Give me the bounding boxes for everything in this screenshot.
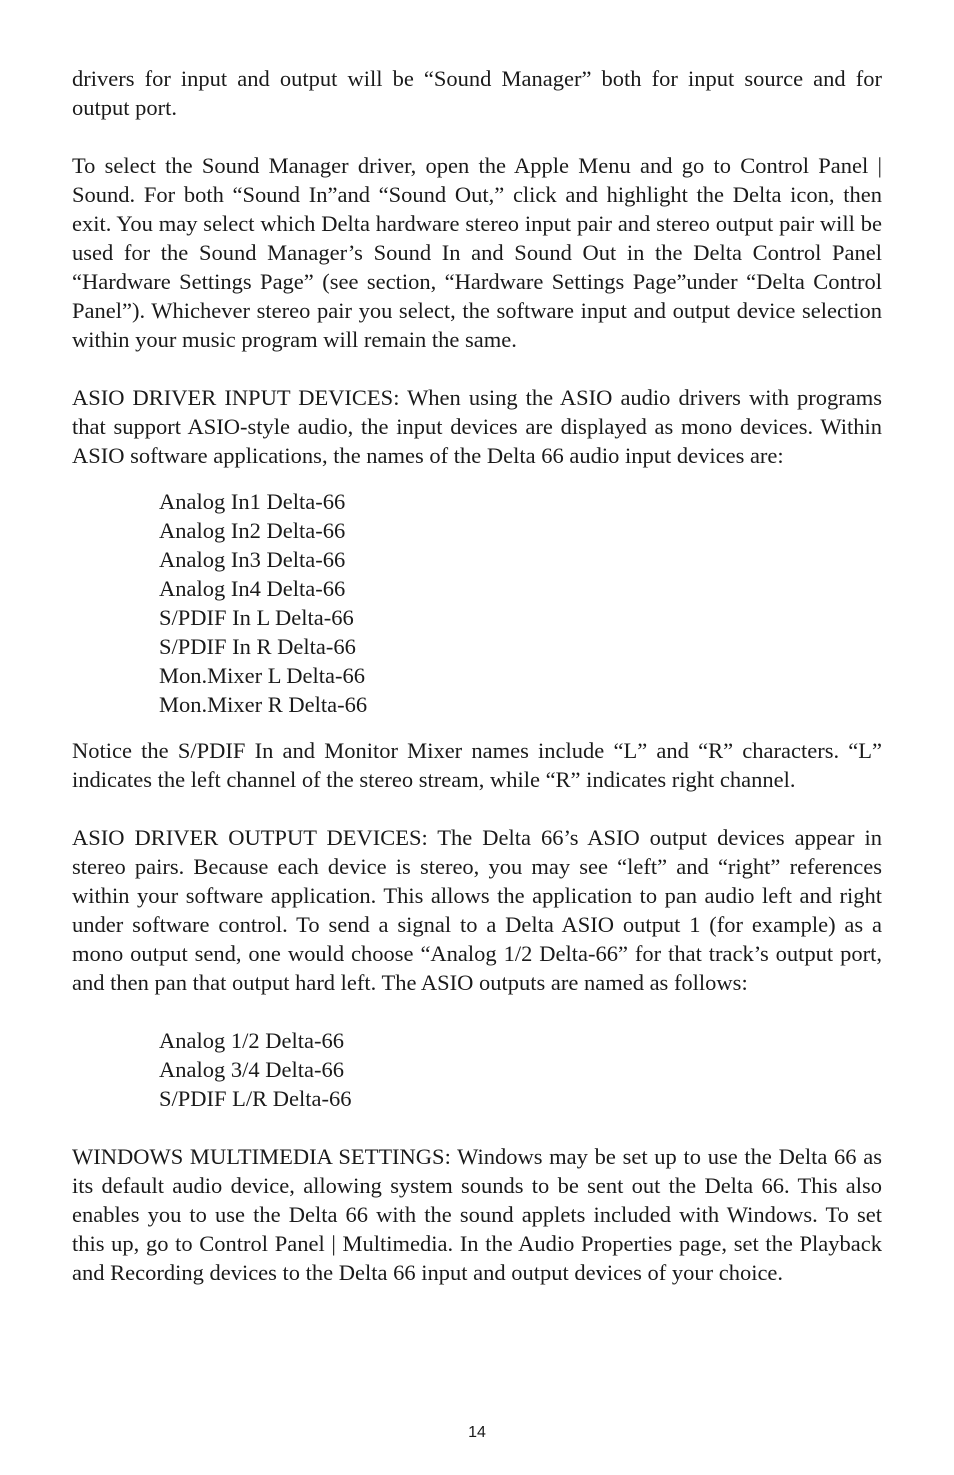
paragraph-asio-output-devices: ASIO DRIVER OUTPUT DEVICES: The Delta 66’s ASIO output devices appear in stereo pairs. Because each device is stereo, you may see “left” and “right” references within your software application. This allows the application to pan audio left and right under software control. To send a signal to a Delta ASIO output 1 (for example) as a mono output send, one would choose “Analog 1/2 Delta-66” for that track’s output port, and then pan that output hard left. The ASIO outputs are named as follows: bbox=[72, 825, 882, 995]
list-item: Analog In2 Delta-66 bbox=[159, 518, 346, 543]
paragraph-windows-multimedia: WINDOWS MULTIMEDIA SETTINGS: Windows may be set up to use the Delta 66 as its default audio device, allowing system sounds to be sent out the Delta 66. This also enables you to use the Delta 66 with the sound applets included with Windows. To set this up, go to Control Panel | Multimedia. In the Audio Properties page, set the Playback and Recording devices to the Delta 66 input and output devices of your choice. bbox=[72, 1144, 882, 1285]
paragraph-sound-manager-intro: drivers for input and output will be “Sound Manager” both for input source and for output port. bbox=[72, 66, 882, 120]
list-item: Mon.Mixer R Delta-66 bbox=[159, 692, 368, 717]
input-devices-list bbox=[159, 487, 882, 719]
paragraph-select-sound-manager: To select the Sound Manager driver, open the Apple Menu and go to Control Panel | Sound. For both “Sound In”and “Sound Out,” click and highlight the Delta icon, then exit. You may select which Delta hardware stereo input pair and stereo output pair will be used for the Sound Manager’s Sound In and Sound Out in the Delta Control Panel “Hardware Settings Page” (see section, “Hardware Settings Page”under “Delta Control Panel”). Whichever stereo pair you select, the software input and output device selection within your music program will remain the same. bbox=[72, 153, 882, 352]
list-item: S/PDIF In L Delta-66 bbox=[159, 605, 354, 630]
list-item: S/PDIF In R Delta-66 bbox=[159, 634, 356, 659]
paragraph-asio-input-devices: ASIO DRIVER INPUT DEVICES: When using the ASIO audio drivers with programs that support ASIO-style audio, the input devices are displayed as mono devices. Within ASIO software applications, the names of the Delta 66 audio input devices are: bbox=[72, 385, 882, 468]
page-number: 14 bbox=[468, 1424, 486, 1441]
list-item: Analog 3/4 Delta-66 bbox=[159, 1057, 344, 1082]
list-item: Mon.Mixer L Delta-66 bbox=[159, 663, 365, 688]
list-item: Analog In1 Delta-66 bbox=[159, 489, 346, 514]
list-item: S/PDIF L/R Delta-66 bbox=[159, 1086, 352, 1111]
paragraph-lr-notice: Notice the S/PDIF In and Monitor Mixer names include “L” and “R” characters. “L” indicates the left channel of the stereo stream, while “R” indicates right channel. bbox=[72, 738, 882, 792]
list-item: Analog In3 Delta-66 bbox=[159, 547, 346, 572]
list-item: Analog In4 Delta-66 bbox=[159, 576, 346, 601]
document-page bbox=[72, 64, 882, 1316]
output-devices-list bbox=[159, 1026, 882, 1113]
list-item: Analog 1/2 Delta-66 bbox=[159, 1028, 344, 1053]
